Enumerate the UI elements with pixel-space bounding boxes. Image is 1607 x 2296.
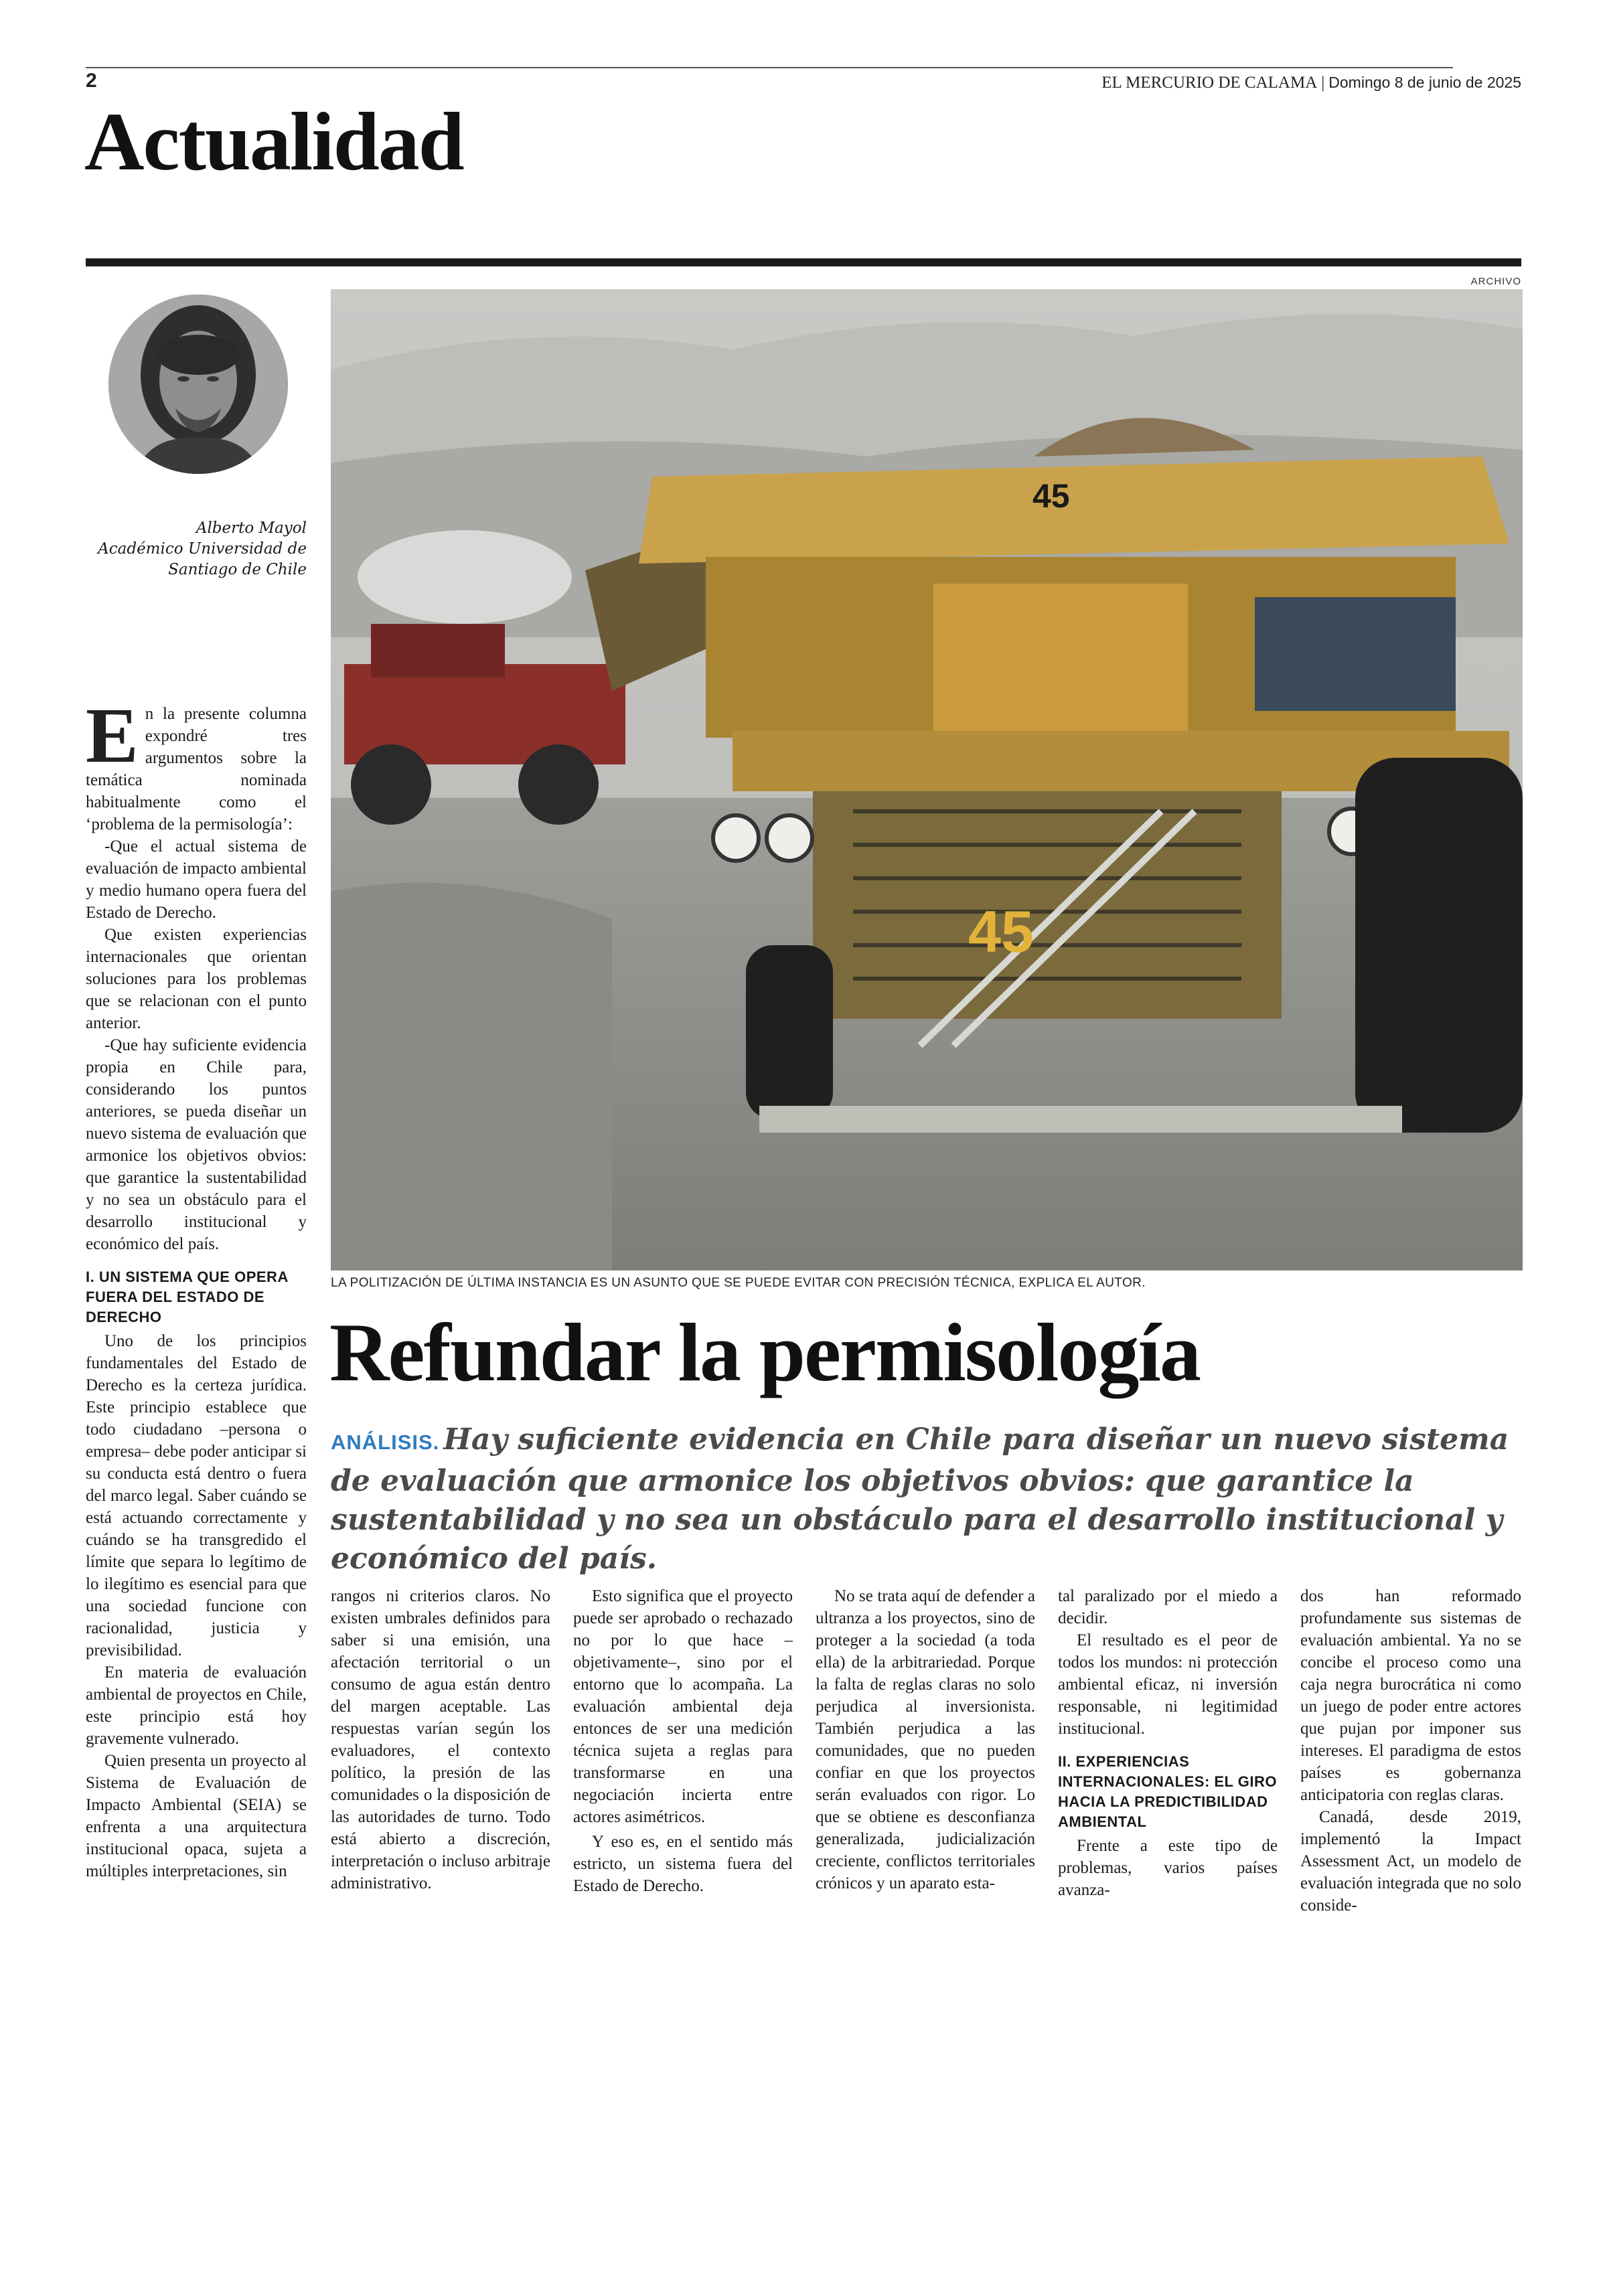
intro-paragraph: En la presente columna expondré tres argumentos sobre la temática nominada habitualmente como el ‘problema de la permisología’: <box>86 691 307 833</box>
deck-text: Hay suficiente evidencia en Chile para diseñar un nuevo sistema de evaluación que armonice los objetivos obvios: que garantice la sustentabilidad y no sea un obstáculo para el desarrollo institucional y económico del país. <box>331 1422 1509 1576</box>
intro-column <box>86 691 307 1882</box>
subheading-2: II. EXPERIENCIAS INTERNACIONALES: EL GIRO HACIA LA PREDICTIBILIDAD AMBIENTAL <box>1058 1753 1277 1830</box>
column2-paragraph: rangos ni criterios claros. No existen umbrales definidos para saber si una emisión, una afectación territorial o un consumo de agua están dentro del margen aceptable. Las respuestas varían según los evaluadores, el contexto político, la presión de las comunidades o la disposición de las autoridades de turno. Todo está abierto a discreción, interpretación o incluso arbitraje administrativo. <box>331 1587 550 1892</box>
intro-paragraph-3: Que existen experiencias internacionales que orientan soluciones para los problemas que se relacionan con el punto anterior. <box>86 926 307 1032</box>
author-byline <box>86 518 307 580</box>
column3-paragraph-2: Y eso es, en el sentido más estricto, un sistema fuera del Estado de Derecho. <box>573 1833 793 1895</box>
column-5 <box>1058 1585 1278 1901</box>
section-title: Actualidad <box>84 96 463 187</box>
article-headline: Refundar la permisología <box>329 1307 1200 1398</box>
author-role-line2: Santiago de Chile <box>168 561 307 578</box>
top-rule <box>86 67 1453 68</box>
author-avatar <box>108 295 288 474</box>
author-role-line1: Académico Universidad de <box>98 540 307 558</box>
article-deck <box>331 1420 1523 1578</box>
column-4 <box>816 1585 1035 1894</box>
section1-paragraph-2: En materia de evaluación ambiental de proyectos en Chile, este principio está hoy gravemente vulnerado. <box>86 1663 307 1748</box>
mining-truck-photo <box>331 289 1523 1270</box>
truck-number-top: 45 <box>1032 477 1070 515</box>
photo-caption: LA POLITIZACIÓN DE ÚLTIMA INSTANCIA ES UN ASUNTO QUE SE PUEDE EVITAR CON PRECISIÓN TÉCNICA, EXPLICA EL AUTOR. <box>331 1276 1146 1290</box>
column5-paragraph-3: Frente a este tipo de problemas, varios países avanza- <box>1058 1837 1278 1899</box>
truck-number-front: 45 <box>968 898 1034 965</box>
column6-paragraph-2: Canadá, desde 2019, implementó la Impact Assessment Act, un modelo de evaluación integrada que no solo conside- <box>1300 1808 1521 1914</box>
intro-paragraph-2: -Que el actual sistema de evaluación de impacto ambiental y medio humano opera fuera del Estado de Derecho. <box>86 837 307 922</box>
masthead <box>1101 74 1521 92</box>
photo-credit: ARCHIVO <box>1470 276 1521 287</box>
column-6 <box>1300 1585 1521 1916</box>
section1-paragraph-3: Quien presenta un proyecto al Sistema de Evaluación de Impacto Ambiental (SEIA) se enfrenta a una arquitectura institucional opaca, sujeta a múltiples interpretaciones, sin <box>86 1752 307 1880</box>
publication-date: Domingo 8 de junio de 2025 <box>1328 74 1521 91</box>
section-rule <box>86 258 1521 266</box>
column5-paragraph-1: tal paralizado por el miedo a decidir. <box>1058 1587 1278 1627</box>
drop-cap: E <box>86 691 139 779</box>
deck-kicker: ANÁLISIS. <box>331 1430 440 1454</box>
intro-paragraph-4: -Que hay suficiente evidencia propia en Chile para, considerando los puntos anteriores, se pueda diseñar un nuevo sistema de evaluación que armonice los objetivos obvios: que garantice la sustentabilidad y no sea un obstáculo para el desarrollo institucional y económico del país. <box>86 1036 307 1253</box>
column5-paragraph-2: El resultado es el peor de todos los mundos: ni protección ambiental eficaz, ni inversión responsable, ni legitimidad institucional. <box>1058 1631 1278 1738</box>
column6-paragraph-1: dos han reformado profundamente sus sistemas de evaluación ambiental. Ya no se concibe el proceso como una caja negra burocrática ni como un juego de poder entre actores que pujan por imponer sus intereses. El paradigma de estos países es gobernanza anticipatoria con reglas claras. <box>1300 1587 1521 1804</box>
masthead-separator: | <box>1321 74 1325 92</box>
column4-paragraph: No se trata aquí de defender a ultranza a los proyectos, sino de proteger a la sociedad (a toda ella) de la arbitrariedad. Porque la falta de reglas claras no solo perjudica al inversionista. También perjudica a las comunidades, que no pueden confiar en que los proyectos serán evaluados con rigor. Lo que se obtiene es desconfianza generalizada, judicialización creciente, conflictos territoriales crónicos y un aparato esta- <box>816 1587 1035 1892</box>
author-name: Alberto Mayol <box>196 519 307 537</box>
subheading-1: I. UN SISTEMA QUE OPERA FUERA DEL ESTADO DE DERECHO <box>86 1268 289 1325</box>
page-number: 2 <box>86 70 97 92</box>
column3-paragraph-1: Esto significa que el proyecto puede ser aprobado o rechazado no por lo que hace –objetivamente–, sino por el entorno que lo acompaña. La evaluación ambiental deja entonces de ser una medición técnica sujeta a reglas para transformarse en una negociación incierta entre actores asimétricos. <box>573 1587 793 1826</box>
section1-paragraph-1: Uno de los principios fundamentales del Estado de Derecho es la certeza jurídica. Este principio establece que todo ciudadano –persona o empresa– debe poder anticipar si su conducta está dentro o fuera del marco legal. Saber cuándo se está actuando correctamente y cuándo se ha transgredido el límite que separa lo legítimo de lo ilegítimo es esencial para que una sociedad funcione con racionalidad, justicia y previsibilidad. <box>86 1332 307 1659</box>
publication-name: EL MERCURIO DE CALAMA <box>1101 74 1318 92</box>
column-3 <box>573 1585 793 1897</box>
column-2 <box>331 1585 550 1894</box>
